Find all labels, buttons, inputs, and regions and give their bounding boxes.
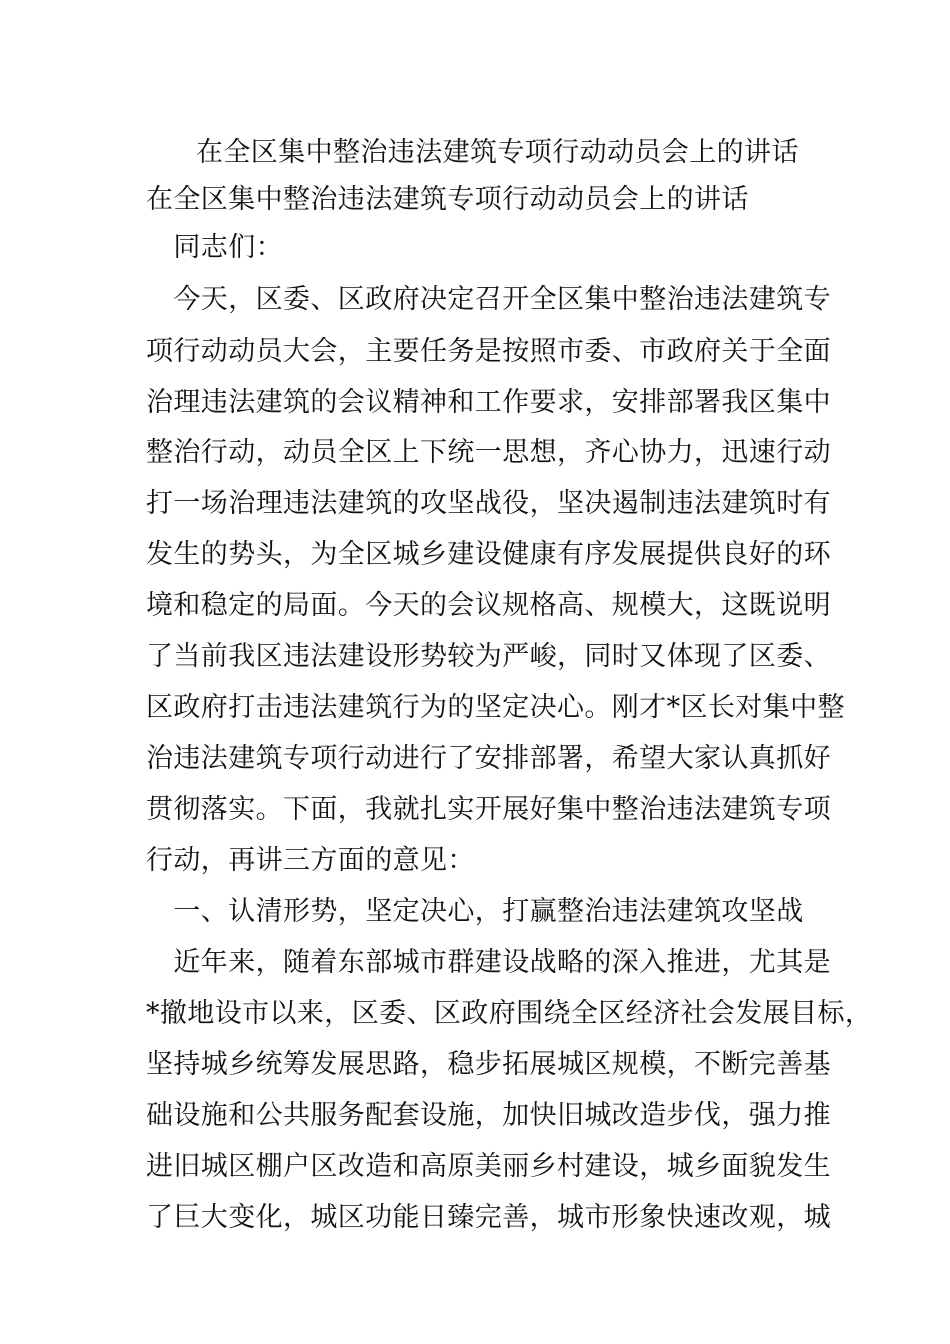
text-line: 整治行动，动员全区上下统一思想，齐心协力，迅速行动 — [146, 437, 831, 468]
text-line: 贯彻落实。下面，我就扎实开展好集中整治违法建筑专项 — [146, 794, 831, 825]
document-title-centered: 在全区集中整治违法建筑专项行动动员会上的讲话 — [196, 137, 799, 168]
text-line: 了当前我区违法建设形势较为严峻，同时又体现了区委、 — [146, 641, 831, 672]
text-line: 打一场治理违法建筑的攻坚战役，坚决遏制违法建筑时有 — [146, 488, 831, 519]
text-line: 近年来，随着东部城市群建设战略的深入推进，尤其是 — [146, 947, 831, 978]
section-heading: 一、认清形势，坚定决心，打赢整治违法建筑攻坚战 — [146, 896, 804, 927]
text-line: 行动，再讲三方面的意见： — [146, 845, 475, 876]
text-line: 础设施和公共服务配套设施，加快旧城改造步伐，强力推 — [146, 1100, 831, 1131]
text-line: 了巨大变化，城区功能日臻完善，城市形象快速改观，城 — [146, 1202, 831, 1233]
text-line: 项行动动员大会，主要任务是按照市委、市政府关于全面 — [146, 336, 831, 367]
text-line: 治违法建筑专项行动进行了安排部署，希望大家认真抓好 — [146, 743, 831, 774]
text-line: 今天，区委、区政府决定召开全区集中整治违法建筑专 — [146, 284, 831, 315]
text-line: 区政府打击违法建筑行为的坚定决心。刚才*区长对集中整 — [146, 692, 845, 723]
text-line: 境和稳定的局面。今天的会议规格高、规模大，这既说明 — [146, 590, 831, 621]
text-line: 同志们： — [146, 232, 283, 263]
document-title: 在全区集中整治违法建筑专项行动动员会上的讲话 — [146, 184, 749, 215]
text-line: 治理违法建筑的会议精神和工作要求，安排部署我区集中 — [146, 387, 831, 418]
text-line: *撤地设市以来，区委、区政府围绕全区经济社会发展目标， — [146, 998, 873, 1029]
text-line: 进旧城区棚户区改造和高原美丽乡村建设，城乡面貌发生 — [146, 1151, 831, 1182]
text-line: 坚持城乡统筹发展思路，稳步拓展城区规模，不断完善基 — [146, 1049, 831, 1080]
text-line: 发生的势头，为全区城乡建设健康有序发展提供良好的环 — [146, 539, 831, 570]
